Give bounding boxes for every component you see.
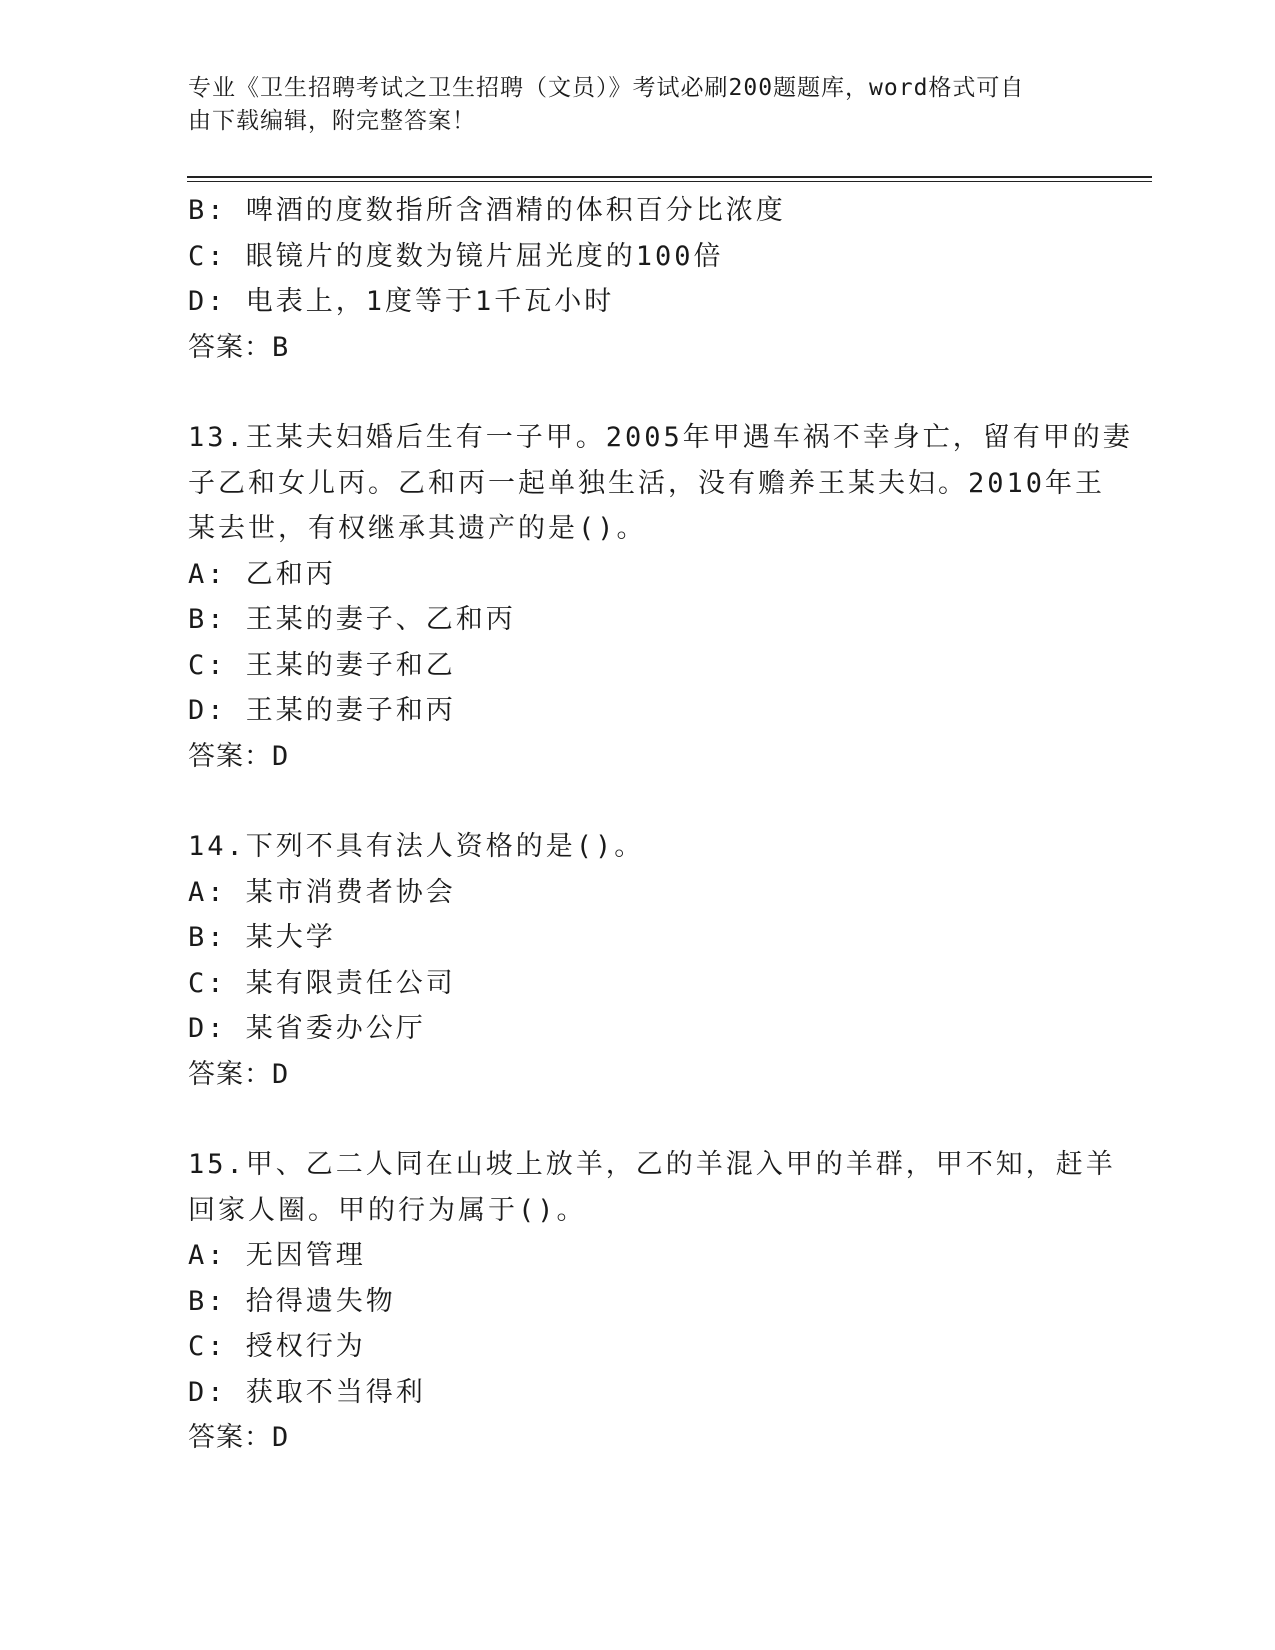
answer: 答案：B bbox=[188, 331, 290, 363]
option-b: B: 啤酒的度数指所含酒精的体积百分比浓度 bbox=[188, 195, 786, 226]
option-b: B: 拾得遗失物 bbox=[188, 1285, 396, 1317]
answer: 答案：D bbox=[188, 740, 290, 772]
option-d: D: 王某的妻子和丙 bbox=[188, 695, 456, 726]
header-line-2: 由下载编辑，附完整答案！ bbox=[188, 108, 476, 134]
option-b: B: 某大学 bbox=[188, 922, 336, 953]
question-text: 14.下列不具有法人资格的是()。 bbox=[188, 831, 645, 862]
option-c: C: 授权行为 bbox=[188, 1331, 366, 1362]
option-c: C: 某有限责任公司 bbox=[188, 967, 456, 999]
option-c: C: 王某的妻子和乙 bbox=[188, 649, 456, 681]
option-b: B: 王某的妻子、乙和丙 bbox=[188, 604, 516, 635]
answer: 答案：D bbox=[188, 1422, 290, 1453]
document-header bbox=[188, 72, 1068, 138]
header-rule-thin bbox=[187, 181, 1152, 182]
question-15 bbox=[188, 1142, 1116, 1461]
question-text: 子乙和女儿丙。乙和丙一起单独生活，没有赡养王某夫妇。2010年王 bbox=[188, 467, 1106, 499]
option-d: D: 获取不当得利 bbox=[188, 1376, 426, 1408]
question-list bbox=[188, 188, 1133, 1461]
question-text: 13.王某夫妇婚后生有一子甲。2005年甲遇车祸不幸身亡，留有甲的妻 bbox=[188, 422, 1133, 453]
question-text: 某去世，有权继承其遗产的是()。 bbox=[188, 513, 647, 544]
question-12-continued bbox=[188, 188, 1088, 370]
option-a: A: 乙和丙 bbox=[188, 558, 336, 590]
option-c: C: 眼镜片的度数为镜片屈光度的100倍 bbox=[188, 240, 724, 272]
option-a: A: 某市消费者协会 bbox=[188, 876, 456, 908]
question-text: 15.甲、乙二人同在山坡上放羊，乙的羊混入甲的羊群，甲不知，赶羊 bbox=[188, 1149, 1116, 1180]
option-d: D: 电表上，1度等于1千瓦小时 bbox=[188, 286, 615, 317]
header-line-1: 专业《卫生招聘考试之卫生招聘（文员）》考试必刷200题题库，word格式可自 bbox=[188, 75, 1025, 101]
question-text: 回家人圈。甲的行为属于()。 bbox=[188, 1194, 587, 1226]
question-13 bbox=[188, 415, 1133, 779]
option-d: D: 某省委办公厅 bbox=[188, 1013, 426, 1044]
option-a: A: 无因管理 bbox=[188, 1240, 366, 1271]
answer: 答案：D bbox=[188, 1058, 290, 1090]
question-14 bbox=[188, 824, 1088, 1097]
header-rule-thick bbox=[187, 176, 1152, 178]
